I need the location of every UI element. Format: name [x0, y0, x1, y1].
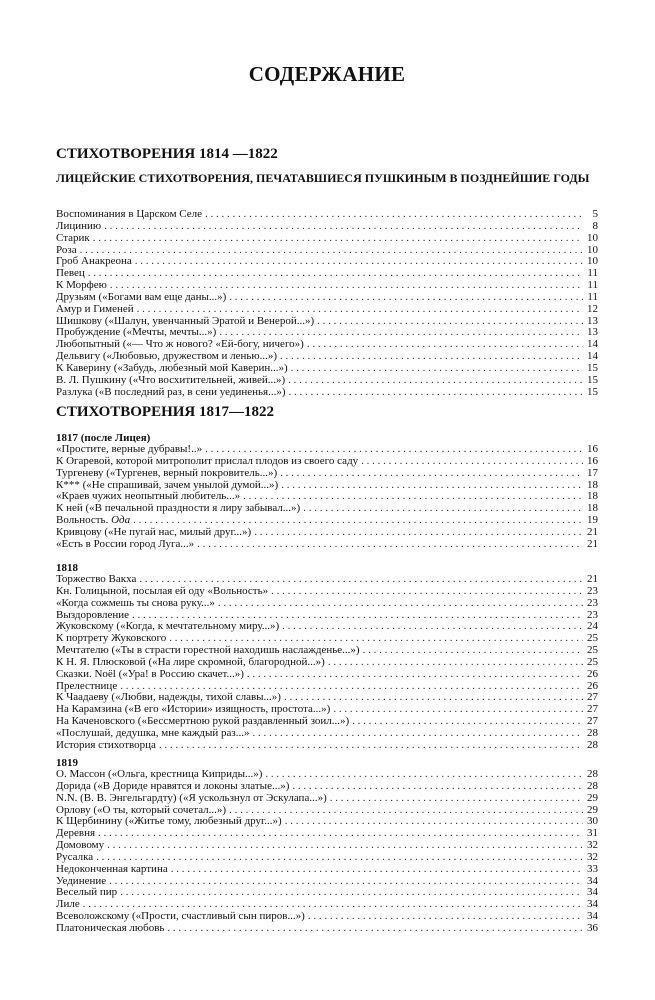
toc-entry-page: 12: [587, 302, 598, 315]
page-title: СОДЕРЖАНИЕ: [248, 62, 406, 86]
toc-entry-title: Певец: [56, 267, 85, 280]
toc-entry-page: 15: [587, 385, 598, 398]
toc-entry-page: 34: [587, 886, 598, 899]
toc-entry-page: 34: [587, 910, 598, 923]
toc-entry-title: Недоконченная картина: [56, 862, 168, 875]
leader-dots: [333, 704, 583, 716]
toc-entry: [56, 292, 598, 304]
toc-entry: [56, 539, 598, 551]
toc-entry-title: К портрету Жуковского: [56, 632, 167, 645]
leader-dots: [330, 793, 583, 805]
toc-entry: [56, 887, 598, 899]
toc-entry: [56, 256, 598, 268]
leader-dots: [317, 316, 583, 328]
toc-entry-page: 10: [587, 231, 598, 244]
toc-entry-title: Жуковскому («Когда, к мечтательному миру...»): [56, 620, 280, 633]
toc-entry-title: «Послушай, дедушка, мне каждый раз...»: [56, 726, 250, 739]
leader-dots: [107, 840, 583, 852]
toc-entry-title: К Морфею: [56, 279, 107, 292]
toc-entry-page: 28: [587, 779, 598, 792]
toc-entry-page: 19: [587, 514, 598, 527]
toc-entry: [56, 268, 598, 280]
toc-entry-page: 25: [587, 655, 598, 668]
toc-entry-page: 18: [587, 490, 598, 503]
toc-entry-page: 14: [587, 350, 598, 363]
toc-entry-title: Веселый пир: [56, 886, 118, 899]
leader-dots: [281, 480, 583, 492]
toc-entry-title: Сказки. Noël («Ура! в Россию скачет...»): [56, 667, 244, 680]
toc-entry-page: 5: [592, 208, 598, 220]
toc-entry-page: 13: [587, 326, 598, 339]
leader-dots: [109, 876, 583, 888]
toc-entry-page: 27: [587, 703, 598, 716]
toc-entry-page: 11: [587, 290, 598, 303]
toc-entry: [56, 840, 598, 852]
toc-1817: [56, 444, 598, 551]
leader-dots: [247, 669, 583, 681]
toc-entry-page: 32: [587, 839, 598, 852]
leader-dots: [288, 375, 583, 387]
toc-entry-title: Выздоровление: [56, 608, 130, 621]
toc-entry-title: Мечтателю («Ты в страсти горестной находишь наслажденье...»): [56, 644, 360, 657]
toc-entry-page: 24: [587, 620, 598, 633]
toc-entry: [56, 245, 598, 257]
toc-entry-page: 18: [587, 502, 598, 515]
toc-entry-page: 28: [587, 726, 598, 739]
toc-entry-page: 25: [587, 632, 598, 645]
toc-entry: [56, 923, 598, 935]
toc-entry-title: Лиле: [56, 898, 80, 911]
toc-entry-title: К ней («В печальной праздности я лиру забывал...»): [56, 502, 301, 515]
leader-dots: [285, 816, 583, 828]
toc-entry-page: 29: [587, 803, 598, 816]
leader-dots: [167, 923, 583, 935]
toc-entry-genre: Ода: [111, 514, 131, 527]
toc-entry-page: 34: [587, 898, 598, 911]
year-heading-1817: 1817 (после Лицея): [56, 432, 151, 444]
toc-entry-page: 10: [587, 255, 598, 268]
toc-entry-title: Амур и Гименей: [56, 302, 134, 315]
toc-entry: [56, 864, 598, 876]
toc-entry-page: 17: [587, 466, 598, 479]
leader-dots: [328, 657, 583, 669]
leader-dots: [352, 716, 583, 728]
toc-entry-title: О. Массон («Ольга, крестница Киприды...»): [56, 768, 263, 780]
toc-entry-title: Кн. Голицыной, посылая ей оду «Вольность»: [56, 584, 269, 597]
toc-entry-title: К Каверину («Забудь, любезный мой Каверин...»): [56, 361, 288, 374]
toc-entry-title: Роза: [56, 243, 77, 256]
toc-entry-title: Вольность. Ода: [56, 514, 131, 527]
leader-dots: [88, 268, 583, 280]
toc-entry-title: Дорида («В Дориде нравятся и локоны златые...»): [56, 779, 290, 792]
leader-dots: [292, 781, 583, 793]
lyceum-subheading: ЛИЦЕЙСКИЕ СТИХОТВОРЕНИЯ, ПЕЧАТАВШИЕСЯ ПУШКИНЫМ В ПОЗДНЕЙШИЕ ГОДЫ: [56, 171, 590, 185]
toc-entry-page: 31: [587, 827, 598, 840]
leader-dots: [93, 233, 583, 245]
leader-dots: [282, 621, 583, 633]
toc-entry-title: В. Л. Пушкину («Что восхитительней, живей...»): [56, 373, 286, 386]
toc-entry-title: К Н. Я. Плюсковой («На лире скромной, благородной...»): [56, 655, 325, 668]
toc-entry-title: Тургеневу («Тургенев, верный покровитель...»): [56, 466, 278, 479]
toc-entry-page: 28: [587, 738, 598, 751]
toc-entry-title: Деревня: [56, 827, 96, 840]
toc-entry: [56, 233, 598, 245]
leader-dots: [308, 911, 583, 923]
toc-entry-title: Лицинию: [56, 219, 102, 232]
toc-entry-title: «Краев чужих неопытный любитель...»: [56, 490, 241, 503]
toc-entry-title: Русалка: [56, 850, 94, 863]
toc-entry-title: История стихотворца: [56, 738, 156, 751]
toc-1818: [56, 574, 598, 752]
section-title-1814-1822: СТИХОТВОРЕНИЯ 1814 —1822: [56, 146, 278, 162]
toc-entry-page: 8: [592, 219, 598, 232]
toc-entry-title: Друзьям («Богами вам еще даны...»): [56, 290, 227, 303]
toc-entry-page: 27: [587, 691, 598, 704]
toc-entry-title: Кривцову («Не пугай нас, милый друг...»): [56, 525, 252, 538]
leader-dots: [253, 728, 583, 740]
toc-entry-page: 15: [587, 373, 598, 386]
toc-entry-page: 21: [587, 573, 598, 585]
toc-entry-title: Разлука («В последний раз, в сени уединенья...»): [56, 385, 286, 398]
toc-entry-page: 16: [587, 454, 598, 467]
toc-entry-page: 10: [587, 243, 598, 256]
toc-entry-title: Гроб Анакреона: [56, 255, 132, 268]
toc-entry-page: 15: [587, 361, 598, 374]
toc-entry-title: На Каченовского («Бессмертною рукой раздавленный зоил...»): [56, 715, 350, 728]
leader-dots: [229, 805, 583, 817]
toc-entry-title: Старик: [56, 231, 90, 244]
toc-lyceum: [56, 209, 598, 399]
section-title-1817-1822: СТИХОТВОРЕНИЯ 1817—1822: [56, 404, 275, 420]
year-heading-1819: 1819: [56, 757, 78, 769]
toc-entry: [56, 828, 598, 840]
toc-entry: [56, 209, 598, 221]
toc-entry-page: 21: [587, 525, 598, 538]
toc-entry-page: 14: [587, 338, 598, 351]
toc-entry-title: Прелестнице: [56, 679, 118, 692]
toc-entry-title: К Щербинину («Житье тому, любезный друг...»): [56, 815, 282, 828]
toc-entry: [56, 598, 598, 610]
leader-dots: [98, 828, 583, 840]
toc-entry-page: 26: [587, 667, 598, 680]
toc-entry-title: «Простите, верные дубравы!..»: [56, 443, 203, 455]
toc-entry: [56, 740, 598, 752]
leader-dots: [120, 887, 583, 899]
toc-1819: [56, 769, 598, 935]
toc-entry-title: К*** («Не спрашивай, зачем унылой думой...»): [56, 478, 279, 491]
toc-entry-title: Платоническая любовь: [56, 921, 165, 934]
toc-entry: [56, 816, 598, 828]
toc-entry-title: Домовому: [56, 839, 105, 852]
leader-dots: [96, 852, 583, 864]
year-heading-1818: 1818: [56, 562, 78, 574]
leader-dots: [197, 539, 583, 551]
toc-entry-page: 28: [587, 768, 598, 780]
leader-dots: [205, 209, 583, 221]
toc-entry-title: На Карамзина («В его «Истории» изящность, простота...»): [56, 703, 331, 716]
toc-entry: [56, 503, 598, 515]
toc-entry-page: 11: [587, 267, 598, 280]
leader-dots: [159, 740, 583, 752]
leader-dots: [171, 864, 583, 876]
leader-dots: [303, 503, 583, 515]
toc-entry-title: Шишкову («Шалун, увенчанный Эратой и Венерой...»): [56, 314, 315, 327]
toc-entry-page: 23: [587, 584, 598, 597]
leader-dots: [307, 339, 583, 351]
toc-entry-title: «Есть в России город Луга...»: [56, 537, 195, 550]
toc-entry-page: 11: [587, 279, 598, 292]
toc-entry-page: 29: [587, 791, 598, 804]
toc-entry-page: 25: [587, 644, 598, 657]
toc-entry-title: К Огаревой, которой митрополит прислал плодов из своего саду: [56, 454, 359, 467]
toc-entry-title: К Чаадаеву («Любви, надежды, тихой славы...»): [56, 691, 281, 704]
toc-entry: [56, 221, 598, 233]
toc-entry-page: 23: [587, 596, 598, 609]
toc-entry: [56, 876, 598, 888]
toc-entry-page: 30: [587, 815, 598, 828]
leader-dots: [363, 645, 583, 657]
toc-entry-title: Дельвигу («Любовью, дружеством и ленью...»): [56, 350, 278, 363]
leader-dots: [218, 598, 583, 610]
toc-entry: [56, 669, 598, 681]
toc-entry-page: 34: [587, 874, 598, 887]
toc-entry-page: 13: [587, 314, 598, 327]
toc-entry-title: Всеволожскому («Прости, счастливый сын пиров...»): [56, 910, 305, 923]
leader-dots: [80, 245, 583, 257]
toc-entry: [56, 387, 598, 399]
toc-entry-title: Уединение: [56, 874, 107, 887]
toc-entry-title: Любопытный («— Что ж нового? «Ей-богу, ничего»): [56, 338, 304, 351]
toc-entry-title: «Когда сожмешь ты снова руку...»: [56, 596, 215, 609]
leader-dots: [135, 256, 583, 268]
leader-dots: [229, 292, 583, 304]
toc-entry-page: 21: [587, 537, 598, 550]
leader-dots: [254, 527, 583, 539]
leader-dots: [289, 387, 584, 399]
leader-dots: [271, 586, 583, 598]
leader-dots: [280, 468, 583, 480]
toc-entry-title: Пробуждение («Мечты, мечты...»): [56, 326, 217, 339]
toc-entry-page: 32: [587, 850, 598, 863]
toc-entry-page: 23: [587, 608, 598, 621]
toc-entry-page: 27: [587, 715, 598, 728]
toc-entry-title: Орлову («О ты, который сочетал...»): [56, 803, 227, 816]
toc-entry-page: 33: [587, 862, 598, 875]
leader-dots: [104, 221, 583, 233]
toc-entry-title: Торжество Вакха: [56, 573, 137, 585]
leader-dots: [361, 456, 583, 468]
toc-entry-title: Воспоминания в Царском Селе: [56, 208, 203, 220]
toc-entry-page: 26: [587, 679, 598, 692]
leader-dots: [265, 769, 583, 781]
toc-entry-page: 16: [587, 443, 598, 455]
toc-entry-page: 18: [587, 478, 598, 491]
toc-entry-title: N.N. (В. В. Энгельгардту) («Я ускользнул от Эскулапа...»): [56, 791, 327, 804]
leader-dots: [291, 363, 583, 375]
leader-dots: [280, 351, 583, 363]
toc-entry-page: 36: [587, 921, 598, 934]
